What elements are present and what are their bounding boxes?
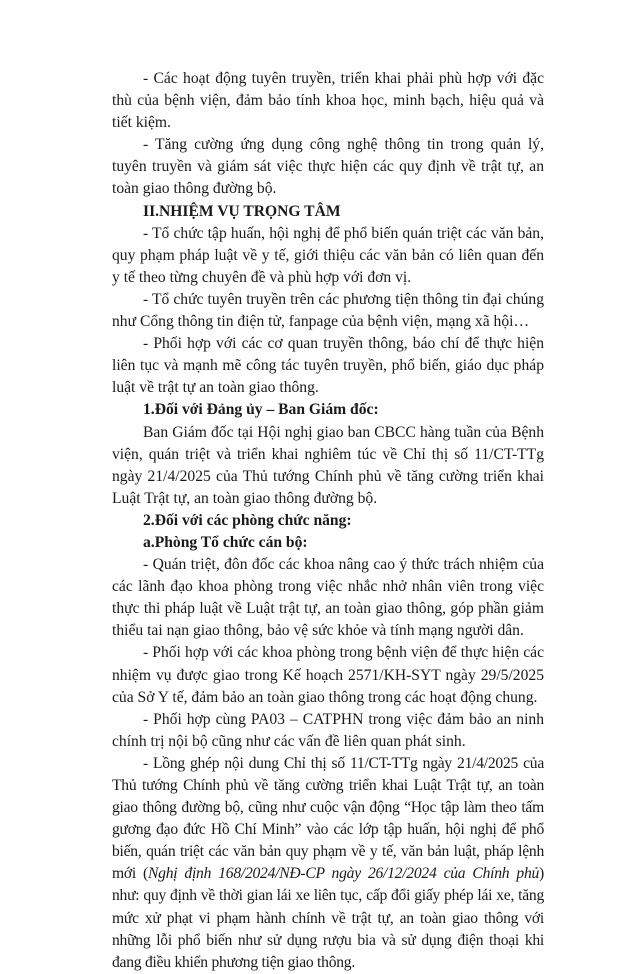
heading-party-committee: 1.Đối với Đảng ủy – Ban Giám đốc: xyxy=(143,401,379,419)
paragraph-activity-requirements: - Các hoạt động tuyên truyền, triển khai phải phù hợp với đặc thù của bệnh viện, đảm bảo tính khoa học, minh bạch, hiệu quả và tiết kiệm. xyxy=(112,70,544,132)
paragraph-pa03-cooperation: - Phối hợp cùng PA03 – CATPHN trong việc đảm bảo an ninh chính trị nội bộ cũng như các vấn đề liên quan phát sinh. xyxy=(112,710,544,750)
paragraph-it-application: - Tăng cường ứng dụng công nghệ thông tin trong quản lý, tuyên truyền và giám sát việc thực hiện các quy định về trật tự, an toàn giao thông đường bộ. xyxy=(112,136,544,198)
decree-reference: Nghị định 168/2024/NĐ-CP ngày 26/12/2024 của Chính phủ xyxy=(148,865,540,883)
paragraph-training: - Tổ chức tập huấn, hội nghị để phổ biến quán triệt các văn bản, quy phạm pháp luật về y tế, giới thiệu các văn bản có liên quan đến y tế theo từng chuyên đề và phù hợp với đơn vị. xyxy=(112,224,544,286)
directive-text-part2: ) như: quy định về thời gian lái xe liên tục, cấp đổi giấy phép lái xe, tăng mức xử phạt vi phạm hành chính về trật tự, an toàn giao thông với những lỗi phổ biến như sử dụng rượu bia và sử dụng điện thoại khi đang điều khiển phương tiện giao thông. xyxy=(112,865,544,971)
heading-functional-departments: 2.Đối với các phòng chức năng: xyxy=(143,511,352,529)
paragraph-leadership-responsibility: - Quán triệt, đôn đốc các khoa nâng cao ý thức trách nhiệm của các lãnh đạo khoa phòng trong việc nhắc nhở nhân viên trong việc thực thi pháp luật về Luật trật tự, an toàn giao thông, góp phần giảm thiểu tai nạn giao thông, bảo vệ sức khỏe và tính mạng người dân. xyxy=(112,556,544,640)
document-page xyxy=(112,68,544,974)
heading-key-tasks: II.NHIỆM VỤ TRỌNG TÂM xyxy=(143,202,341,220)
paragraph-board-directors: Ban Giám đốc tại Hội nghị giao ban CBCC hàng tuần của Bệnh viện, quán triệt và triển khai nghiêm túc về Chỉ thị số 11/CT-TTg ngày 21/4/2025 của Thủ tướng Chính phủ về tăng cường triển khai Luật Trật tự, an toàn giao thông đường bộ. xyxy=(112,423,544,507)
paragraph-mass-media: - Tổ chức tuyên truyền trên các phương tiện thông tin đại chúng như Cổng thông tin điện tử, fanpage của bệnh viện, mạng xã hội… xyxy=(112,290,544,331)
paragraph-press-cooperation: - Phối hợp với các cơ quan truyền thông, báo chí để thực hiện liên tục và mạnh mẽ công tác tuyên truyền, phổ biến, giáo dục pháp luật về trật tự an toàn giao thông. xyxy=(112,335,544,397)
paragraph-directive-integration xyxy=(112,753,544,974)
heading-personnel-department: a.Phòng Tổ chức cán bộ: xyxy=(143,533,308,551)
directive-text-part1: - Lồng ghép nội dung Chỉ thị số 11/CT-TTg ngày 21/4/2025 của Thủ tướng Chính phủ về tăng cường triển khai Luật Trật tự, an toàn giao thông đường bộ, cũng như cuộc vận động “Học tập làm theo tấm gương đạo đức Hồ Chí Minh” vào các lớp tập huấn, hội nghị để phổ biến, quán triệt các văn bản quy phạm về y tế, văn bản luật, pháp lệnh mới ( xyxy=(112,754,544,883)
paragraph-plan-2571: - Phối hợp với các khoa phòng trong bệnh viện để thực hiện các nhiệm vụ được giao trong Kế hoạch 2571/KH-SYT ngày 29/5/2025 của Sở Y tế, đảm bảo an toàn giao thông trong các hoạt động chung. xyxy=(112,644,544,706)
